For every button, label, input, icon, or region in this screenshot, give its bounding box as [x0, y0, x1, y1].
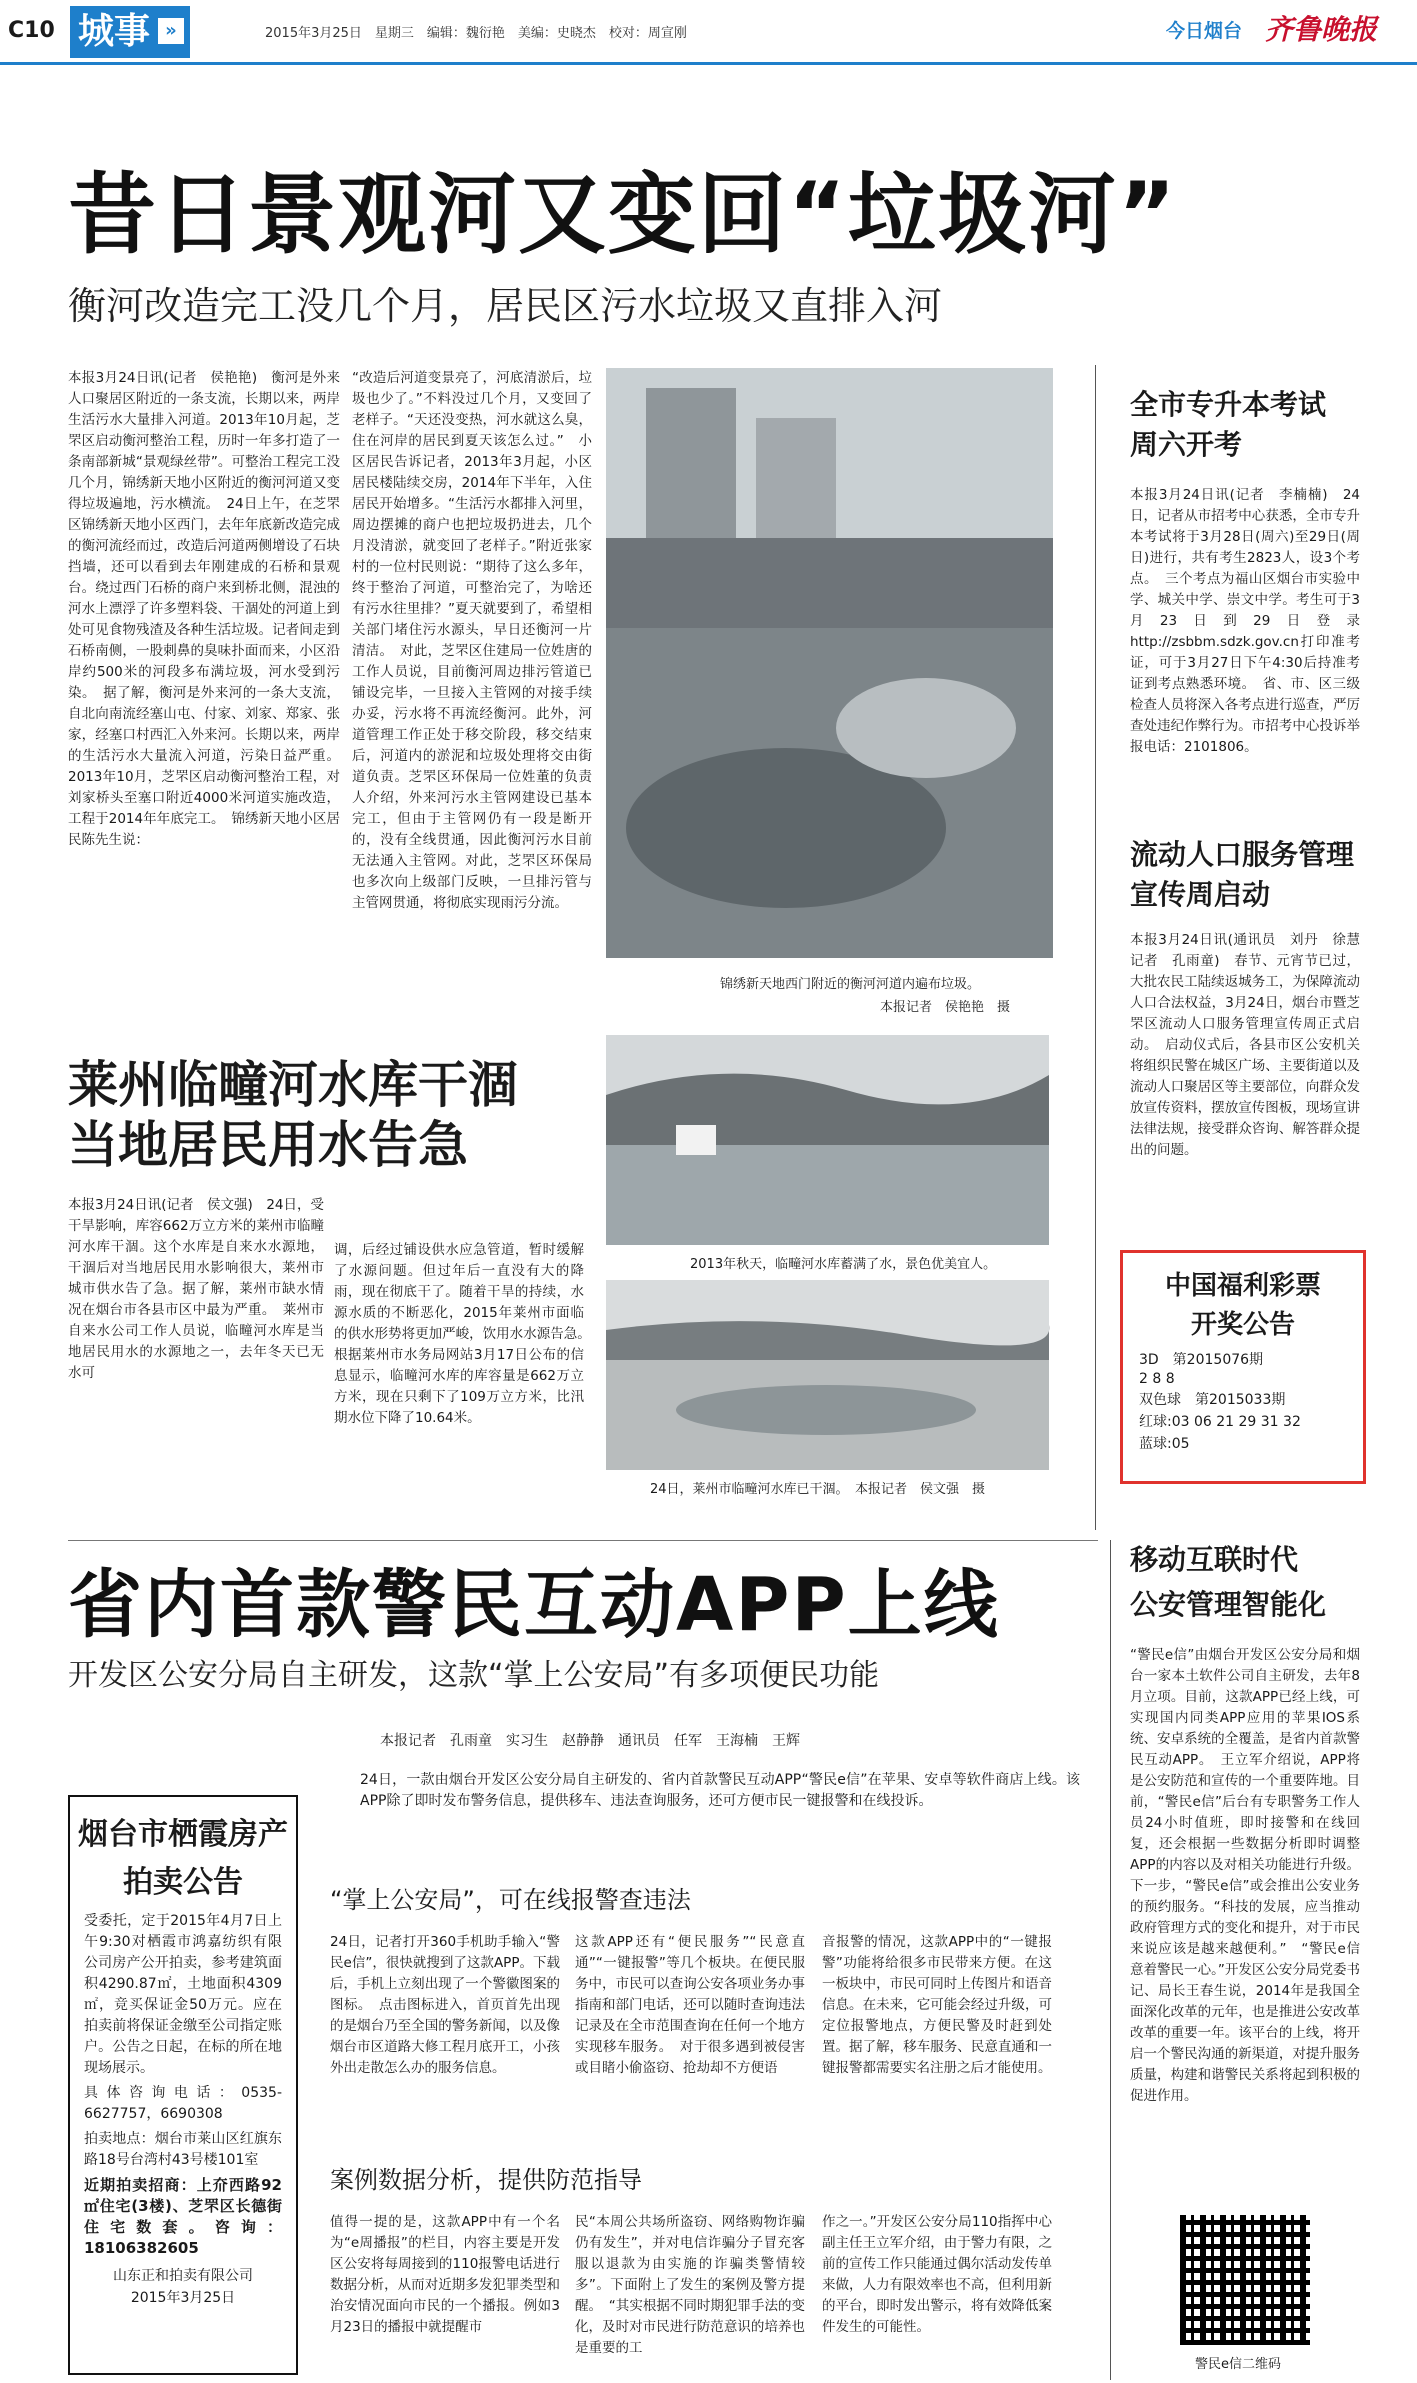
exam-title-line1: 全市专升本考试: [1130, 388, 1327, 421]
edition-label: 今日烟台: [1165, 20, 1242, 42]
app-subheadline: 开发区公安分局自主研发，这款“掌上公安局”有多项便民功能: [68, 1658, 880, 1693]
chevron-right-icon: »: [158, 18, 184, 44]
reservoir-full-illustration: [606, 1035, 1049, 1245]
auction-hire: 近期拍卖招商：上夼西路92㎡住宅(3楼)、芝罘区长德街住宅数套。咨询：18106382605: [84, 2176, 282, 2257]
mobile-title-line2: 公安管理智能化: [1130, 1588, 1327, 1621]
auction-date: 2015年3月25日: [130, 2290, 236, 2306]
auction-title-line1: 烟台市栖霞房产: [78, 1817, 288, 1852]
exam-title-line2: 周六开考: [1130, 428, 1243, 461]
river-photo-caption: 锦绣新天地西门附近的衡河河道内遍布垃圾。: [720, 977, 981, 992]
auction-body: 受委托，定于2015年4月7日上午9:30对栖霞市鸿嘉纺织有限公司房产公开拍卖，参考建筑面积4290.87㎡，土地面积4309㎡，竞买保证金50万元。应在拍卖前将保证金缴至公司指定账户。公告之日起，在标的所在地现场展示。: [84, 1913, 282, 2076]
auction-phone: 具体咨询电话：0535-6627757，6690308: [84, 2085, 282, 2122]
sidebar-divider: [1095, 365, 1096, 1530]
lottery-box: [1120, 1250, 1366, 1484]
migrant-body: 本报3月24日讯(通讯员 刘丹 徐慧 记者 孔雨童) 春节、元宵节已过，大批农民工陆续返城务工，为保障流动人口合法权益，3月24日，烟台市暨芝罘区流动人口服务管理宣传周正式启动。 启动仪式后，各县市区公安机关将组织民警在城区广场、主要街道以及流动人口聚居区等主要部位，向群众发放宣传资料，摆放宣传图板，现场宣讲法律法规，接受群众咨询、解答群众提出的问题。: [1130, 932, 1374, 1158]
river-photo-illustration: [606, 368, 1053, 958]
auction-title-line2: 拍卖公告: [123, 1865, 243, 1900]
section-divider: [68, 1540, 1098, 1541]
sidebar-divider-2: [1110, 1540, 1111, 2380]
exam-body: 本报3月24日讯(记者 李楠楠) 24日，记者从市招考中心获悉，全市专升本考试将于3月28日(周六)至29日(周日)进行，共有考生2823人，设3个考点。 三个考点为福山区烟台市实验中学、城关中学、崇文中学。考生可于3月23日到29日登录http://zsbbm.sdzk.gov.cn打印准考证，可于3月27日下午4:30后持准考证到考点熟悉环境。 省、市、区三级检查人员将深入各考点进行巡查，严厉查处违纪作弊行为。市招考中心投诉举报电话：2101806。: [1130, 487, 1360, 755]
qr-caption: 警民e信二维码: [1195, 2357, 1281, 2372]
migrant-title-line1: 流动人口服务管理: [1130, 838, 1355, 871]
lottery-3d-numbers: 2 8 8: [1139, 1371, 1175, 1387]
auction-notice: [68, 1795, 298, 2375]
reservoir-title-line2: 当地居民用水告急: [68, 1116, 468, 1174]
river-photo: [606, 368, 1053, 958]
app-byline: 本报记者 孔雨童 实习生 赵静静 通讯员 任军 王海楠 王辉: [380, 1733, 800, 1749]
app-sec1-col3: 音报警的情况，这款APP中的“一键报警”功能将给很多市民带来方便。在这一板块中，市民可同时上传图片和语音信息。在未来，它可能会经过升级，可定位报警地点，方便民警及时赶到处置。据了解，移车服务、民意直通和一键报警都需要实名注册之后才能使用。: [822, 1934, 1052, 2076]
reservoir-photo2-caption: 24日，莱州市临疃河水库已干涸。 本报记者 侯文强 摄: [650, 1482, 986, 1497]
reservoir-dry-photo: [606, 1280, 1049, 1470]
app-sec2-col2: 民“本周公共场所盗窃、网络购物诈骗仍有发生”，并对电信诈骗分子冒充客服以退款为由实施的诈骗类警情较多”。下面附上了发生的案例及警方提醒。 “其实根据不同时期犯罪手法的变化，及时对市民进行防范意识的培养也是重要的工: [575, 2214, 805, 2356]
app-subhead-1: “掌上公安局”，可在线报警查违法: [330, 1886, 691, 1914]
newspaper-logo: 齐鲁晚报: [1264, 13, 1377, 46]
section-tab: [70, 6, 190, 58]
app-sec2-col3: 作之一。”开发区公安分局110指挥中心副主任王立军介绍，由于警力有限，之前的宣传工作只能通过偶尔活动发传单来做，人力有限效率也不高，但利用新的平台，即时发出警示，将有效降低案件发生的可能性。: [822, 2214, 1052, 2335]
mobile-title-line1: 移动互联时代: [1130, 1543, 1299, 1576]
main-headline: 昔日景观河又变回“垃圾河”: [68, 163, 1178, 266]
lottery-title-line2: 开奖公告: [1190, 1310, 1295, 1340]
app-sec2-col1: 值得一提的是，这款APP中有一个名为“e周播报”的栏目，内容主要是开发区公安将每周接到的110报警电话进行数据分析，从而对近期多发犯罪类型和治安情况面向市民的一个播报。例如3月23日的播报中就提醒市: [330, 2214, 560, 2335]
lottery-title-line1: 中国福利彩票: [1164, 1271, 1321, 1301]
app-subhead-2: 案例数据分析，提供防范指导: [330, 2166, 642, 2194]
qr-code-icon[interactable]: [1180, 2215, 1310, 2345]
reservoir-col1: 本报3月24日讯(记者 侯文强) 24日，受干旱影响，库容662万立方米的莱州市临疃河水库干涸。这个水库是自来水水源地，干涸后对当地居民用水影响很大，莱州市城市供水告了急。据了解，莱州市缺水情况在烟台市各县市区中最为严重。 莱州市自来水公司工作人员说，临疃河水库是当地居民用水的水源地之一，去年冬天已无水可: [68, 1197, 324, 1381]
issue-meta: 2015年3月25日 星期三 编辑：魏衍艳 美编：史晓杰 校对：周宣刚: [265, 26, 687, 41]
page-number: C10: [8, 18, 55, 43]
river-photo-credit: 本报记者 侯艳艳 摄: [880, 1000, 1011, 1015]
auction-place: 拍卖地点：烟台市莱山区红旗东路18号台湾村43号楼101室: [84, 2131, 282, 2168]
lottery-red: 红球:03 06 21 29 31 32: [1139, 1414, 1301, 1430]
app-headline: 省内首款警民互动APP上线: [68, 1562, 1000, 1648]
main-subheadline: 衡河改造完工没几个月，居民区污水垃圾又直排入河: [68, 284, 943, 328]
reservoir-dry-illustration: [606, 1280, 1049, 1470]
lottery-ssq: 双色球 第2015033期: [1139, 1392, 1286, 1408]
migrant-title-line2: 宣传周启动: [1130, 878, 1271, 911]
mobile-body: “警民e信”由烟台开发区公安分局和烟台一家本土软件公司自主研发，去年8月立项。目前，这款APP已经上线，可实现国内同类APP应用的苹果IOS系统、安卓系统的全覆盖，是省内首款警民互动APP。 王立军介绍说，APP将是公安防范和宣传的一个重要阵地。目前，“警民e信”后台有专职警务工作人员24小时值班，即时接警和在线回复，还会根据一些数据分析即时调整APP的内容以及对相关功能进行升级。下一步，“警民e信”或会推出公安业务的预约服务。“科技的发展，应当推动政府管理方式的变化和提升，对于市民来说应该是越来越便利。” “警民e信意着警民一心。”开发区公安分局党委书记、局长王春生说，2014年是我国全面深化改革的元年，也是推进公安改革改革的重要一年。该平台的上线，将开启一个警民沟通的新渠道，对提升服务质量，构建和谐警民关系将起到积极的促进作用。: [1130, 1647, 1360, 2104]
lottery-3d: 3D 第2015076期: [1139, 1352, 1264, 1368]
main-story-col1: 本报3月24日讯(记者 侯艳艳) 衡河是外来人口聚居区附近的一条支流，长期以来，两岸生活污水大量排入河道。2013年10月起，芝罘区启动衡河整治工程，历时一年多打造了一条南部新城“景观绿丝带”。可整治工程完工没几个月，锦绣新天地小区附近的衡河河道又变得垃圾遍地，污水横流。 24日上午，在芝罘区锦绣新天地小区西门，去年年底新改造完成的衡河流经而过，改造后河道两侧增设了石块挡墙，还可以看到去年刚建成的石桥和景观台。绕过西门石桥的商户来到桥北侧，混浊的河水上漂浮了许多塑料袋、干涸处的河道上到处可见食物残渣及各种生活垃圾。记者间走到石桥南侧，一股刺鼻的臭味扑面而来，小区沿岸约500米的河段多布满垃圾，河水受到污染。 据了解，衡河是外来河的一条大支流，自北向南流经塞山屯、付家、刘家、郑家、张家，经塞口村西汇入外来河。长期以来，两岸的生活污水大量流入河道，污染日益严重。2013年10月，芝罘区启动衡河整治工程，对刘家桥头至塞口附近4000米河道实施改造，工程于2014年年底完工。 锦绣新天地小区居民陈先生说：: [68, 370, 340, 848]
reservoir-photo1-caption: 2013年秋天，临疃河水库蓄满了水，景色优美宜人。: [690, 1257, 997, 1272]
auction-company: 山东正和拍卖有限公司: [113, 2268, 253, 2284]
app-lead: 24日，一款由烟台开发区公安分局自主研发的、省内首款警民互动APP“警民e信”在苹果、安卓等软件商店上线。该APP除了即时发布警务信息，提供移车、违法查询服务，还可方便市民一键报警和在线投诉。: [360, 1772, 1080, 1809]
header-rule: [0, 62, 1417, 65]
section-label: 城事: [78, 11, 151, 52]
lottery-blue: 蓝球:05: [1139, 1436, 1190, 1452]
reservoir-full-photo: [606, 1035, 1049, 1245]
app-sec1-col2: 这款APP还有“便民服务”“民意直通”“一键报警”等几个板块。在便民服务中，市民可以查询公安各项业务办事指南和部门电话，还可以随时查询违法记录及在全市范围查询在任何一个地方实现移车服务。 对于很多遇到被侵害或目睹小偷盗窃、抢劫却不方便语: [575, 1934, 805, 2076]
main-story-col2: “改造后河道变景亮了，河底清淤后，垃圾也少了。”不料没过几个月，又变回了老样子。“天还没变热，河水就这么臭，住在河岸的居民到夏天该怎么过。” 小区居民告诉记者，2013年3月起，小区居民楼陆续交房，2014年下半年，入住居民开始增多。“生活污水都排入河里，周边摆摊的商户也把垃圾扔进去，几个月没清淤，就变回了老样子。”附近张家村的一位村民则说：“期待了这么多年，终于整治了河道，可整治完了，为啥还有污水往里排？”夏天就要到了，希望相关部门堵住污水源头，早日还衡河一片清洁。 对此，芝罘区住建局一位姓唐的工作人员说，目前衡河周边排污管道已铺设完毕，一旦接入主管网的对接手续办妥，污水将不再流经衡河。此外，河道管理工作正处于移交阶段，移交结束后，河道内的淤泥和垃圾处理将交由街道负责。芝罘区环保局一位姓董的负责人介绍，外来河污水主管网建设已基本完工，但由于主管网仍有一段是断开的，没有全线贯通，因此衡河污水目前无法通入主管网。对此，芝罘区环保局也多次向上级部门反映，一旦排污管与主管网贯通，将彻底实现雨污分流。: [352, 370, 592, 911]
reservoir-col2: 调，后经过铺设供水应急管道，暂时缓解了水源问题。但过年后一直没有大的降雨，现在彻底干了。随着干旱的持续，水源水质的不断恶化，2015年莱州市面临的供水形势将更加严峻，饮用水水源告急。 根据莱州市水务局网站3月17日公布的信息显示，临疃河水库的库容量是662万立方米，现在只剩下了109万立方米，比汛期水位下降了10.64米。: [334, 1242, 598, 1426]
reservoir-title-line1: 莱州临疃河水库干涸: [68, 1056, 518, 1114]
app-sec1-col1: 24日，记者打开360手机助手输入“警民e信”，很快就搜到了这款APP。下载后，手机上立刻出现了一个警徽图案的图标。 点击图标进入，首页首先出现的是烟台乃至全国的警务新闻，以及像烟台市区道路大修工程月底开工，小孩外出走散怎么办的服务信息。: [330, 1934, 560, 2076]
